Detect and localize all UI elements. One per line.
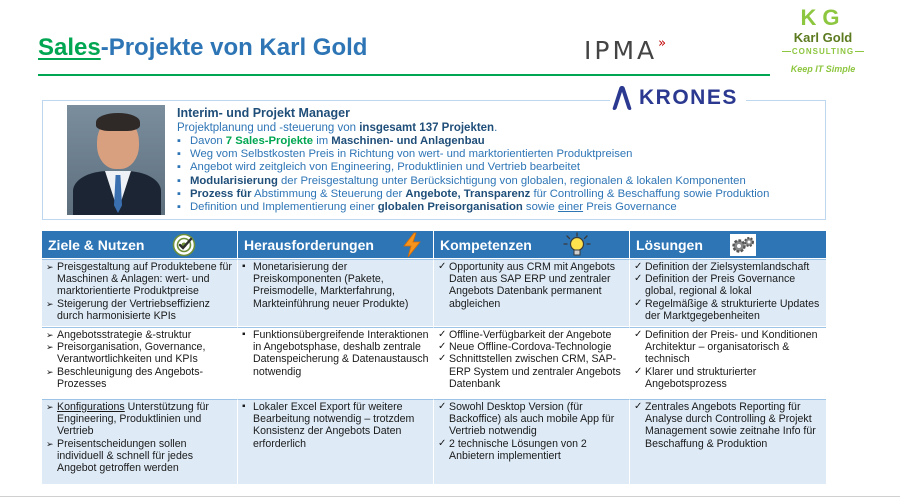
profile-bullet: ▪ Modularisierung der Preisgestaltung unter Berücksichtigung von globalen, regionalen & lokalen Komponenten xyxy=(177,175,817,188)
profile-intro: Projektplanung und -steuerung von insgesamt 137 Projekten. xyxy=(177,122,498,134)
grid-row xyxy=(42,258,826,326)
ipma-logo xyxy=(584,36,666,65)
lightbulb-icon xyxy=(562,232,592,257)
krones-logo xyxy=(610,86,746,110)
krones-mark-icon xyxy=(614,86,634,110)
profile-bullet: ▪ Prozess für Abstimmung & Steuerung der Angebote, Transparenz für Controlling & Beschaffung sowie Produktion xyxy=(177,188,817,201)
project-grid xyxy=(42,231,826,484)
cell-loesungen: ✓ Definition der Preis- und Konditionen Architektur – organisatorisch & technisch ✓ Klarer und strukturierter Angebotsprozess xyxy=(630,327,826,398)
cell-ziele: ➢ Preisgestaltung auf Produktebene für Maschinen & Anlagen: wert- und marktorientierte Produktpreise ➢ Steigerung der Vertriebseffizienz durch harmonisierte KPIs xyxy=(42,259,238,326)
target-check-icon xyxy=(170,232,200,257)
profile-photo xyxy=(67,105,165,215)
column-header-herausforderungen: Herausforderungen xyxy=(238,231,434,258)
column-header-kompetenzen: Kompetenzen xyxy=(434,231,630,258)
column-header-ziele: Ziele & Nutzen xyxy=(42,231,238,258)
cell-kompetenzen: ✓ Sowohl Desktop Version (für Backoffice) als auch mobile App für Vertrieb notwendig ✓ 2 technische Lösungen von 2 Anbietern implementiert xyxy=(434,399,630,484)
gears-icon xyxy=(728,232,758,257)
title-rest: -Projekte von Karl Gold xyxy=(100,34,368,61)
profile-bullet: ▪ Definition und Implementierung einer globalen Preisorganisation sowie einer Preis Governance xyxy=(177,201,817,214)
cell-ziele: ➢ Konfigurations Unterstützung für Engineering, Produktlinien und Vertrieb ➢ Preisentscheidungen sollen individuell & schnell für jedes Angebot getroffen werden xyxy=(42,399,238,484)
profile-text xyxy=(177,106,817,214)
cell-ziele: ➢ Angebotsstrategie &-struktur ➢ Preisorganisation, Governance, Verantwortlichkeiten und KPIs ➢ Beschleunigung des Angebots-Prozesses xyxy=(42,327,238,398)
cell-herausforderungen: ▪ Monetarisierung der Preiskomponenten (Pakete, Preismodelle, Markterfahrung, Markteinführung neuer Produkte) xyxy=(238,259,434,326)
krones-text: KRONES xyxy=(639,86,738,109)
logo-slogan: Keep IT Simple xyxy=(790,64,856,74)
cell-herausforderungen: ▪ Lokaler Excel Export für weitere Bearbeitung notwendig – trotzdem Konsistenz der Angebots Daten erforderlich xyxy=(238,399,434,484)
ipma-chevron-icon: » xyxy=(658,36,667,51)
grid-row xyxy=(42,398,826,484)
profile-box xyxy=(42,100,826,220)
cell-herausforderungen: ▪ Funktionsübergreifende Interaktionen in Angebotsphase, deshalb zentrale Datenspeicherung & Datenaustausch notwendig xyxy=(238,327,434,398)
title-divider xyxy=(38,74,770,76)
logo-name: Karl Gold xyxy=(793,30,853,45)
profile-bullets xyxy=(177,135,817,214)
grid-header xyxy=(42,231,826,258)
cell-kompetenzen: ✓ Offline-Verfügbarkeit der Angebote ✓ Neue Offline-Cordova-Technologie ✓ Schnittstellen zwischen CRM, SAP-ERP System und zentraler Angebots Datenbank xyxy=(434,327,630,398)
lightning-icon xyxy=(398,232,426,257)
profile-bullet: ▪ Angebot wird zeitgleich von Engineering, Produktlinien und Vertrieb bearbeitet xyxy=(177,161,817,174)
cell-loesungen: ✓ Zentrales Angebots Reporting für Analyse durch Controlling & Projekt Management sowie zeitnahe Info für Beschaffung & Produktion xyxy=(630,399,826,484)
logo-initials: KG xyxy=(800,5,846,30)
profile-bullet: ▪ Davon 7 Sales-Projekte im Maschinen- und Anlagenbau xyxy=(177,135,817,148)
grid-row xyxy=(42,326,826,398)
logo-subtitle: CONSULTING xyxy=(780,46,866,58)
page-title xyxy=(38,34,367,62)
title-accent: Sales xyxy=(38,34,101,61)
profile-bullet: ▪ Weg vom Selbstkosten Preis in Richtung von wert- und marktorientierten Produktpreisen xyxy=(177,148,817,161)
ipma-text: IPMA xyxy=(584,36,658,65)
karl-gold-logo xyxy=(780,6,866,80)
profile-role: Interim- und Projekt Manager xyxy=(177,106,350,120)
cell-kompetenzen: ✓ Opportunity aus CRM mit Angebots Daten aus SAP ERP und zentraler Angebots Datenbank permanent abgleichen xyxy=(434,259,630,326)
column-header-loesungen: Lösungen xyxy=(630,231,826,258)
bottom-divider xyxy=(0,496,900,497)
cell-loesungen: ✓ Definition der Zielsystemlandschaft ✓ Definition der Preis Governance global, regional & lokal ✓ Regelmäßige & strukturierte Updates der Marktgegebenheiten xyxy=(630,259,826,326)
